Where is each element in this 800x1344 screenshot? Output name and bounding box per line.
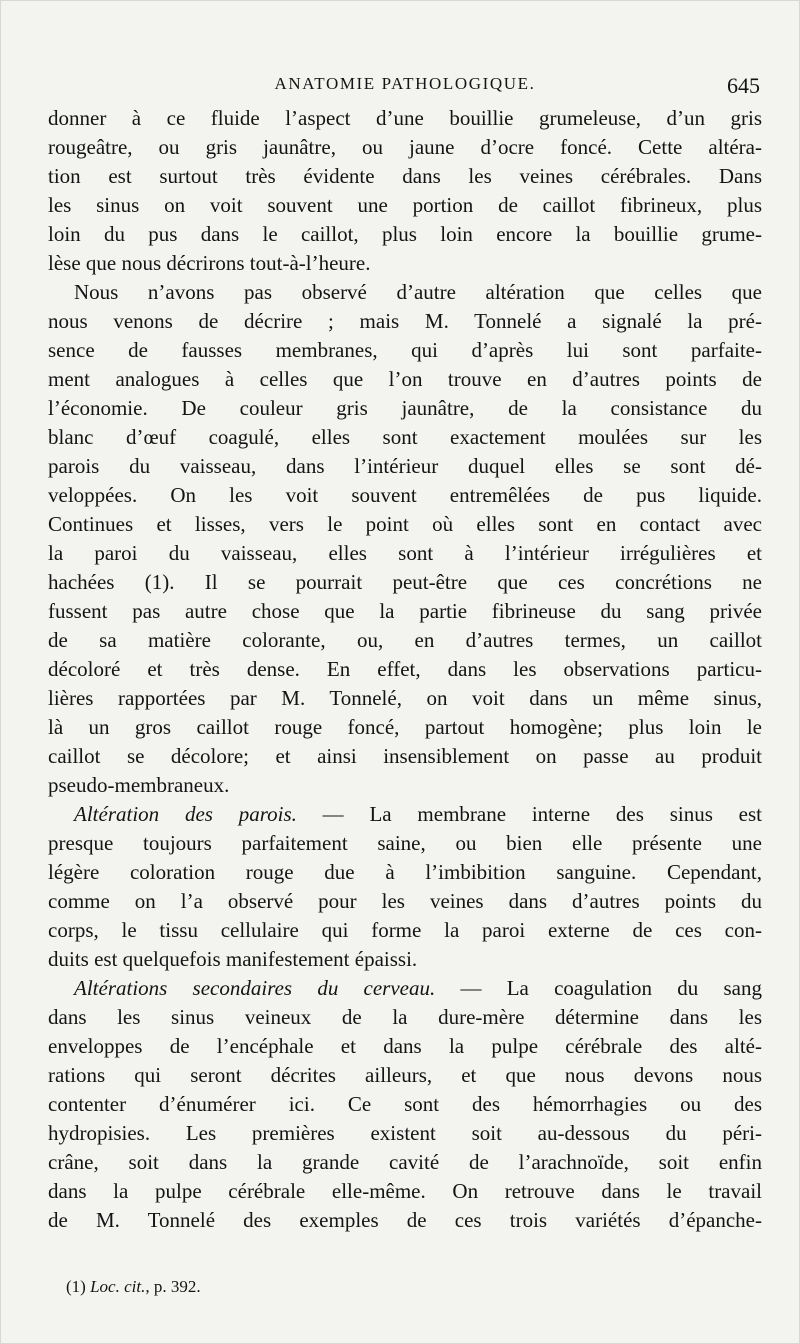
text-line: donner à ce fluide l’aspect d’une bouillie grumeleuse, d’un gris — [48, 106, 762, 130]
text-line: nous venons de décrire ; mais M. Tonnelé a signalé la pré- — [48, 309, 762, 333]
text-line: caillot se décolore; et ainsi insensiblement on passe au produit — [48, 744, 762, 768]
text-line: presque toujours parfaitement saine, ou bien elle présente une — [48, 831, 762, 855]
text-line: loin du pus dans le caillot, plus loin encore la bouillie grume- — [48, 222, 762, 246]
text-line: légère coloration rouge due à l’imbibition sanguine. Cependant, — [48, 860, 762, 884]
text-line: décoloré et très dense. En effet, dans les observations particu- — [48, 657, 762, 681]
paragraph-1 — [48, 104, 762, 278]
text-line: lèse que nous décrirons tout-à-l’heure. — [48, 251, 371, 275]
text-line: lières rapportées par M. Tonnelé, on voit dans un même sinus, — [48, 686, 762, 710]
text-line: veloppées. On les voit souvent entremêlées de pus liquide. — [48, 483, 762, 507]
text-line: de M. Tonnelé des exemples de ces trois variétés d’épanche- — [48, 1208, 762, 1232]
body-text — [48, 104, 762, 1235]
footnote — [66, 1277, 201, 1297]
text-line — [48, 974, 762, 1003]
text-line: crâne, soit dans la grande cavité de l’arachnoïde, soit enfin — [48, 1150, 762, 1174]
page-number: 645 — [727, 73, 760, 98]
text-line: hydropisies. Les premières existent soit au-dessous du péri- — [48, 1121, 762, 1145]
text-line: Continues et lisses, vers le point où elles sont en contact avec — [48, 512, 762, 536]
text-line: sence de fausses membranes, qui d’après lui sont parfaite- — [48, 338, 762, 362]
footnote-marker: (1) — [66, 1277, 86, 1296]
text-line: corps, le tissu cellulaire qui forme la paroi externe de ces con- — [48, 918, 762, 942]
text-line: l’économie. De couleur gris jaunâtre, de la consistance du — [48, 396, 762, 420]
text-line: la paroi du vaisseau, elles sont à l’intérieur irrégulières et — [48, 541, 762, 565]
text-line: dans la pulpe cérébrale elle-même. On retrouve dans le travail — [48, 1179, 762, 1203]
text-line: rougeâtre, ou gris jaunâtre, ou jaune d’ocre foncé. Cette altéra- — [48, 135, 762, 159]
section-lead: Altérations secondaires du cerveau. — [74, 976, 436, 1000]
text-run: — La membrane interne des sinus est — [296, 802, 762, 826]
page-header — [48, 74, 762, 102]
text-line: enveloppes de l’encéphale et dans la pulpe cérébrale des alté- — [48, 1034, 762, 1058]
text-line — [48, 800, 762, 829]
running-title: ANATOMIE PATHOLOGIQUE. — [274, 74, 536, 93]
section-lead: Altération des parois. — [74, 802, 297, 826]
text-line: Nous n’avons pas observé d’autre altération que celles que — [74, 280, 762, 304]
paragraph-3 — [48, 800, 762, 974]
text-line: rations qui seront décrites ailleurs, et que nous devons nous — [48, 1063, 762, 1087]
text-line: hachées (1). Il se pourrait peut-être que ces concrétions ne — [48, 570, 762, 594]
text-line: fussent pas autre chose que la partie fibrineuse du sang privée — [48, 599, 762, 623]
text-line: ment analogues à celles que l’on trouve en d’autres points de — [48, 367, 762, 391]
text-line: de sa matière colorante, ou, en d’autres termes, un caillot — [48, 628, 762, 652]
text-line: parois du vaisseau, dans l’intérieur duquel elles se sont dé- — [48, 454, 762, 478]
text-line: comme on l’a observé pour les veines dans d’autres points du — [48, 889, 762, 913]
text-run: — La coagulation du sang — [435, 976, 762, 1000]
text-line: pseudo-membraneux. — [48, 773, 230, 797]
paragraph-2 — [48, 278, 762, 800]
text-line: dans les sinus veineux de la dure-mère détermine dans les — [48, 1005, 762, 1029]
text-line: les sinus on voit souvent une portion de caillot fibrineux, plus — [48, 193, 762, 217]
text-line: là un gros caillot rouge foncé, partout homogène; plus loin le — [48, 715, 762, 739]
text-line: contenter d’énumérer ici. Ce sont des hémorrhagies ou des — [48, 1092, 762, 1116]
text-line: tion est surtout très évidente dans les veines cérébrales. Dans — [48, 164, 762, 188]
text-line: blanc d’œuf coagulé, elles sont exactement moulées sur les — [48, 425, 762, 449]
footnote-reference: Loc. cit. — [90, 1277, 146, 1296]
footnote-page: , p. 392. — [145, 1277, 201, 1296]
text-line: duits est quelquefois manifestement épaissi. — [48, 947, 418, 971]
paragraph-4 — [48, 974, 762, 1235]
